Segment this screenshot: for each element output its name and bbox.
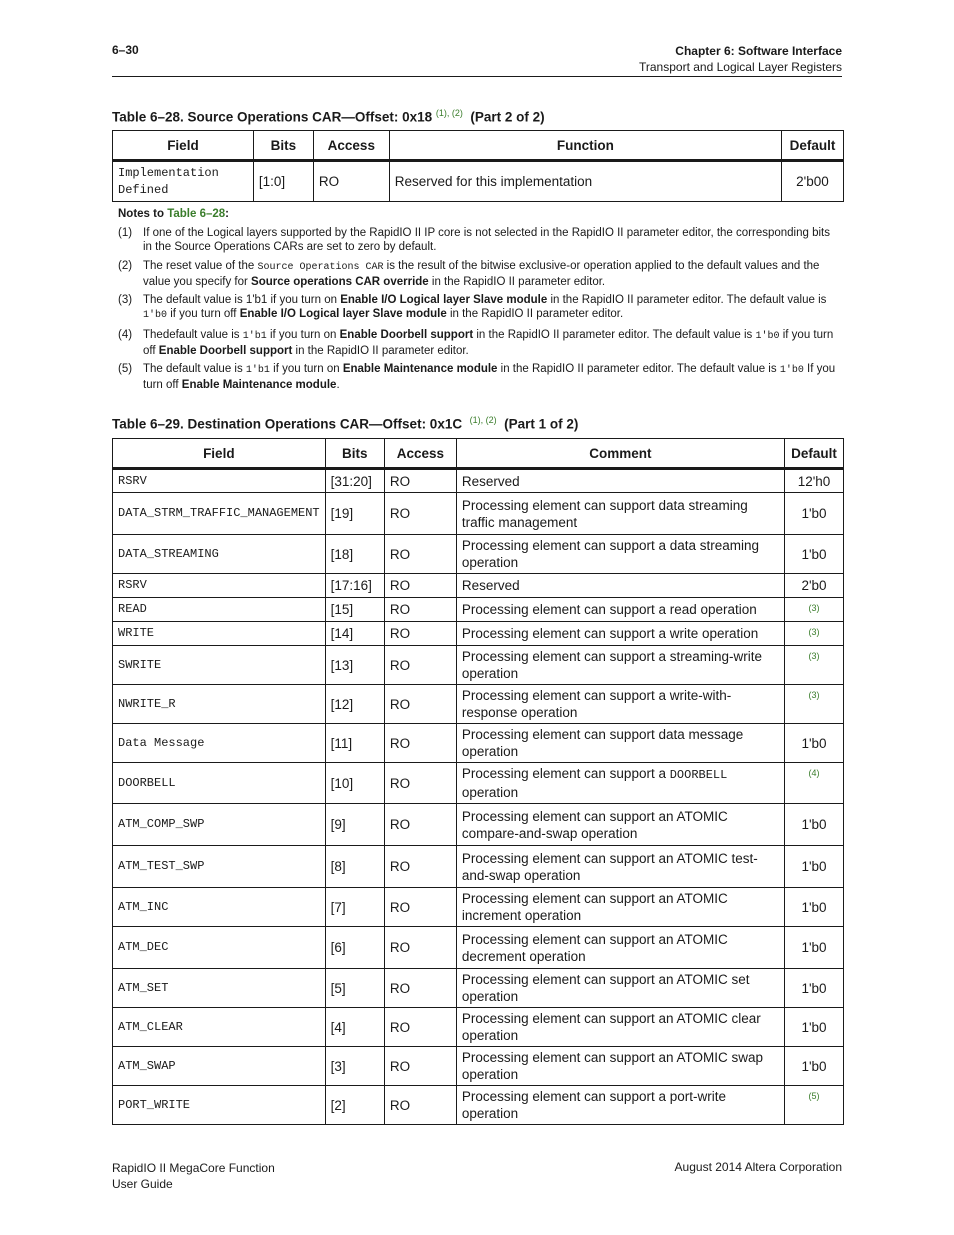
cell-access: RO [313, 161, 389, 202]
note-text-part: if you turn on [266, 328, 340, 341]
table-row [113, 969, 844, 1008]
cell-bits: [7] [325, 888, 384, 927]
table-link[interactable]: Table 6–28 [167, 208, 226, 220]
note-text-part: is the result of the bitwise exclusive-or operation applied to the default values and the value you specify for [143, 259, 820, 288]
note-text-part: If you turn off [143, 363, 836, 391]
caption-text: Table 6–28. Source Operations CAR—Offset: 0x18 [112, 109, 433, 125]
header-default: Default [781, 131, 843, 161]
note-text-part: in the RapidIO II parameter editor. The default value is [497, 363, 780, 375]
cell-comment: Processing element can support a streaming-write operation [456, 646, 784, 685]
cell-access: RO [384, 927, 456, 969]
note-bold: Enable Maintenance module [181, 379, 337, 391]
note-code: 1'b1 [245, 365, 270, 376]
cell-access: RO [384, 724, 456, 763]
cell-comment: Processing element can support an ATOMIC decrement operation [456, 927, 784, 969]
cell-field: NWRITE_R [113, 685, 326, 724]
cell-default: 1'b0 [785, 888, 844, 927]
cell-access: RO [384, 598, 456, 622]
note-text-part: if you turn on [269, 363, 343, 375]
table-notes [118, 207, 838, 397]
table-row [113, 598, 844, 622]
cell-comment: Processing element can support a DOORBELL operation [456, 763, 784, 804]
cell-default: 1'b0 [785, 1008, 844, 1047]
note-number: (1) [118, 227, 133, 239]
cell-bits: [3] [325, 1047, 384, 1086]
cell-default: 1'b0 [785, 724, 844, 763]
note-number: (4) [118, 328, 133, 341]
cell-comment: Processing element can support an ATOMIC compare-and-swap operation [456, 804, 784, 846]
notes-title-prefix: Notes to [118, 208, 168, 220]
header-default: Default [785, 439, 844, 469]
cell-bits: [15] [325, 598, 384, 622]
header-function: Function [389, 131, 781, 161]
header-rule [112, 76, 842, 77]
cell-bits: [12] [325, 685, 384, 724]
note-text-part: in the RapidIO II parameter editor. The default value is [547, 294, 827, 306]
table-6-28 [112, 130, 844, 202]
cell-access: RO [384, 646, 456, 685]
cell-bits: [6] [325, 927, 384, 969]
header-access: Access [384, 439, 456, 469]
footer-doc: User Guide [112, 1177, 173, 1191]
cell-field: DOORBELL [113, 763, 326, 804]
note-text-part: in the RapidIO II parameter editor. [446, 308, 624, 320]
cell-default: 2'b00 [781, 161, 843, 202]
cell-access: RO [384, 493, 456, 535]
cell-default: 1'b0 [785, 535, 844, 574]
table-row [113, 1086, 844, 1125]
table-row [113, 724, 844, 763]
cell-access: RO [384, 1047, 456, 1086]
cell-field: ATM_DEC [113, 927, 326, 969]
cell-bits: [4] [325, 1008, 384, 1047]
cell-field: READ [113, 598, 326, 622]
note-text-part: If one of the Logical layers supported by the RapidIO II IP core is not selected in the RapidIO II parameter editor, the corresponding bits in the Source Operations CARs are set to zero by default. [143, 227, 830, 253]
table-row [113, 622, 844, 646]
cell-comment: Processing element can support an ATOMIC swap operation [456, 1047, 784, 1086]
cell-bits: [10] [325, 763, 384, 804]
cell-access: RO [384, 1008, 456, 1047]
note-item [118, 293, 838, 323]
note-text [143, 226, 838, 254]
note-text-part: if you turn off [143, 328, 834, 357]
cell-default-note-ref[interactable]: (3) [785, 598, 844, 622]
cell-comment: Processing element can support an ATOMIC clear operation [456, 1008, 784, 1047]
notes-title [118, 207, 838, 221]
cell-default-note-ref[interactable]: (3) [785, 646, 844, 685]
cell-comment: Reserved [456, 469, 784, 493]
note-text [143, 293, 838, 323]
cell-field: Data Message [113, 724, 326, 763]
note-text-part: Thedefault value is [143, 328, 243, 341]
note-bold: Enable Maintenance module [342, 363, 498, 375]
cell-field: Implementation Defined [113, 161, 254, 202]
cell-bits: [2] [325, 1086, 384, 1125]
caption-note-refs[interactable]: (1), (2) [469, 415, 497, 425]
cell-comment: Processing element can support data message operation [456, 724, 784, 763]
header-comment: Comment [456, 439, 784, 469]
table-row [113, 685, 844, 724]
note-bold: Enable I/O Logical layer Slave module [239, 308, 447, 320]
cell-bits: [9] [325, 804, 384, 846]
cell-bits: [1:0] [253, 161, 313, 202]
section-title: Transport and Logical Layer Registers [639, 60, 842, 74]
note-text [143, 328, 838, 358]
cell-field: SWRITE [113, 646, 326, 685]
cell-access: RO [384, 685, 456, 724]
running-header [639, 43, 842, 75]
cell-default: 1'b0 [785, 846, 844, 888]
note-text [143, 259, 838, 289]
cell-default-note-ref[interactable]: (3) [785, 685, 844, 724]
footer-date-company: August 2014 Altera Corporation [674, 1160, 842, 1174]
cell-default: 12'h0 [785, 469, 844, 493]
note-bold: Source operations CAR override [251, 275, 429, 288]
table-row [113, 646, 844, 685]
table-6-29-caption [112, 415, 578, 432]
note-code: 1'b0 [779, 365, 804, 376]
note-number: (5) [118, 363, 133, 375]
cell-field: DATA_STRM_TRAFFIC_MANAGEMENT [113, 493, 326, 535]
cell-bits: [13] [325, 646, 384, 685]
cell-bits: [19] [325, 493, 384, 535]
note-item [118, 328, 838, 358]
cell-default: 1'b0 [785, 927, 844, 969]
table-row [113, 574, 844, 598]
cell-field: DATA_STREAMING [113, 535, 326, 574]
note-number: (2) [118, 259, 133, 272]
cell-field: ATM_SWAP [113, 1047, 326, 1086]
table-row [113, 763, 844, 804]
cell-field: ATM_SET [113, 969, 326, 1008]
table-row [113, 535, 844, 574]
cell-field: RSRV [113, 469, 326, 493]
cell-field: WRITE [113, 622, 326, 646]
cell-access: RO [384, 535, 456, 574]
cell-default-note-ref[interactable]: (3) [785, 622, 844, 646]
cell-access: RO [384, 1086, 456, 1125]
cell-comment: Processing element can support a write-with-response operation [456, 685, 784, 724]
cell-bits: [14] [325, 622, 384, 646]
table-row [113, 927, 844, 969]
table-row [113, 493, 844, 535]
cell-bits: [31:20] [325, 469, 384, 493]
note-text-part: . [336, 379, 340, 391]
note-text-part: in the RapidIO II parameter editor. [292, 344, 469, 357]
table-row [113, 804, 844, 846]
header-field: Field [113, 131, 254, 161]
cell-access: RO [384, 888, 456, 927]
cell-default: 1'b0 [785, 804, 844, 846]
note-code: 1'b0 [755, 330, 780, 342]
table-header-row [113, 131, 844, 161]
header-field: Field [113, 439, 326, 469]
cell-access: RO [384, 574, 456, 598]
cell-bits: [5] [325, 969, 384, 1008]
note-text-part: in the RapidIO II parameter editor. The default value is [473, 328, 756, 341]
cell-comment: Processing element can support data streaming traffic management [456, 493, 784, 535]
cell-access: RO [384, 846, 456, 888]
cell-comment: Processing element can support an ATOMIC set operation [456, 969, 784, 1008]
cell-bits: [11] [325, 724, 384, 763]
cell-field: ATM_INC [113, 888, 326, 927]
cell-access: RO [384, 469, 456, 493]
caption-part: (Part 2 of 2) [470, 109, 545, 125]
table-row [113, 846, 844, 888]
note-item [118, 259, 838, 289]
table-6-28-caption [112, 108, 545, 125]
note-bold: Enable Doorbell support [339, 328, 474, 341]
table-6-29-body [113, 469, 844, 1125]
cell-default: 1'b0 [785, 969, 844, 1008]
cell-access: RO [384, 622, 456, 646]
footer-product: RapidIO II MegaCore Function [112, 1161, 275, 1175]
cell-access: RO [384, 804, 456, 846]
table-row [113, 469, 844, 493]
table-header-row [113, 439, 844, 469]
cell-field: PORT_WRITE [113, 1086, 326, 1125]
cell-comment: Processing element can support an ATOMIC increment operation [456, 888, 784, 927]
note-text-part: The default value is [143, 363, 246, 375]
cell-bits: [18] [325, 535, 384, 574]
cell-comment: Processing element can support a read operation [456, 598, 784, 622]
table-row [113, 1047, 844, 1086]
table-row [113, 888, 844, 927]
page-number: 6–30 [112, 43, 139, 57]
cell-field: ATM_TEST_SWP [113, 846, 326, 888]
cell-default-note-ref[interactable]: (5) [785, 1086, 844, 1125]
cell-function: Reserved for this implementation [389, 161, 781, 202]
caption-note-refs[interactable]: (1), (2) [435, 108, 463, 118]
cell-access: RO [384, 969, 456, 1008]
cell-bits: [8] [325, 846, 384, 888]
cell-comment: Processing element can support a data streaming operation [456, 535, 784, 574]
cell-comment: Processing element can support a port-write operation [456, 1086, 784, 1125]
cell-comment: Processing element can support an ATOMIC test-and-swap operation [456, 846, 784, 888]
cell-field: ATM_CLEAR [113, 1008, 326, 1047]
note-item [118, 226, 838, 254]
cell-default-note-ref[interactable]: (4) [785, 763, 844, 804]
cell-field: RSRV [113, 574, 326, 598]
cell-field: ATM_COMP_SWP [113, 804, 326, 846]
note-text-part: The reset value of the [143, 259, 258, 272]
note-code: 1'b0 [143, 310, 168, 321]
note-text-part: The default value is 1'b1 if you turn on [143, 294, 341, 306]
chapter-title: Chapter 6: Software Interface [675, 44, 842, 58]
note-text [143, 362, 838, 392]
notes-title-suffix: : [225, 208, 230, 220]
table-6-29 [112, 438, 844, 1125]
cell-default: 1'b0 [785, 1047, 844, 1086]
note-code: Source Operations CAR [257, 261, 384, 273]
header-bits: Bits [325, 439, 384, 469]
caption-part: (Part 1 of 2) [504, 416, 579, 432]
note-bold: Enable I/O Logical layer Slave module [340, 294, 548, 306]
cell-comment: Processing element can support a write operation [456, 622, 784, 646]
header-bits: Bits [253, 131, 313, 161]
caption-text: Table 6–29. Destination Operations CAR—Offset: 0x1C [112, 416, 463, 432]
cell-comment: Reserved [456, 574, 784, 598]
footer-left [112, 1160, 275, 1192]
note-text-part: in the RapidIO II parameter editor. [428, 275, 606, 288]
note-number: (3) [118, 294, 133, 306]
note-item [118, 362, 838, 392]
cell-default: 2'b0 [785, 574, 844, 598]
cell-bits: [17:16] [325, 574, 384, 598]
header-access: Access [313, 131, 389, 161]
inline-code: DOORBELL [669, 768, 728, 782]
note-code: 1'b1 [242, 330, 267, 342]
note-text-part: if you turn off [167, 308, 240, 320]
cell-access: RO [384, 763, 456, 804]
note-bold: Enable Doorbell support [158, 344, 293, 357]
table-row [113, 161, 844, 202]
cell-default: 1'b0 [785, 493, 844, 535]
table-row [113, 1008, 844, 1047]
